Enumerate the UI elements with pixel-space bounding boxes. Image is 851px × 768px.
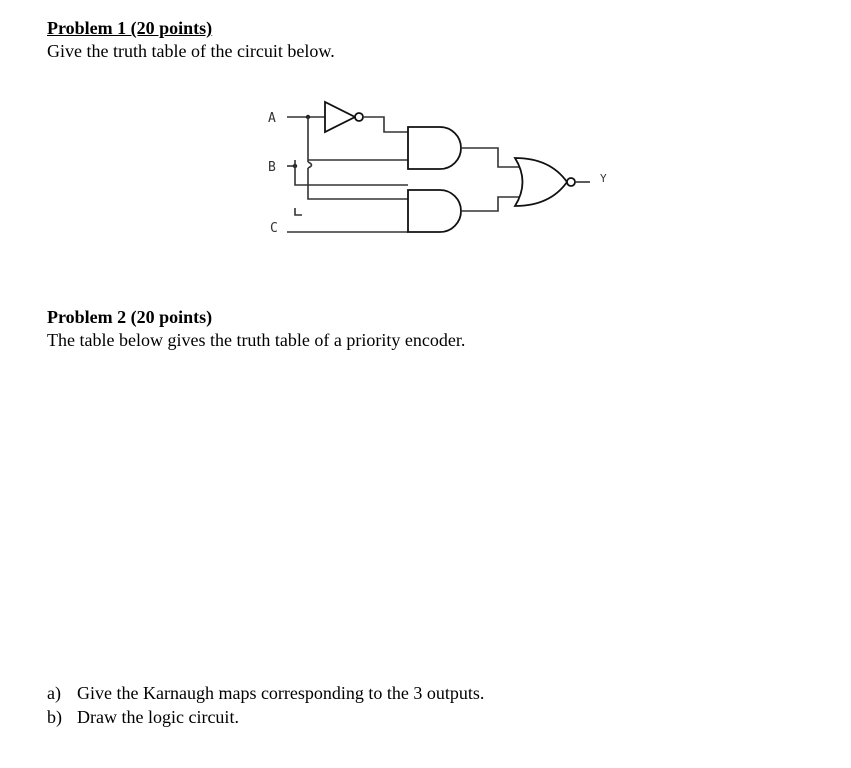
output-label-y: Y <box>600 172 607 185</box>
question-list <box>47 681 484 729</box>
input-label-b: B <box>268 160 276 175</box>
problem2-description: The table below gives the truth table of a priority encoder. <box>47 330 466 350</box>
input-label-a: A <box>268 111 276 126</box>
question-text: Draw the logic circuit. <box>77 707 239 727</box>
question-marker: a) <box>47 683 61 703</box>
not-gate <box>325 102 355 132</box>
wire-a-to-and2 <box>308 168 408 199</box>
and-gate-1 <box>408 127 461 169</box>
wire-a-hop <box>308 162 312 168</box>
wire-and1-out <box>461 148 522 167</box>
wire-b-stub <box>295 208 302 215</box>
nor-gate <box>515 158 567 206</box>
wire-not-out <box>363 117 408 132</box>
logic-circuit-diagram <box>260 95 620 245</box>
nor-gate-bubble <box>567 178 575 186</box>
question-item-a <box>47 681 484 705</box>
question-item-b <box>47 705 484 729</box>
not-gate-bubble <box>355 113 363 121</box>
wire-b-to-and1 <box>295 166 408 185</box>
input-label-c: C <box>270 221 278 236</box>
problem1-title: Problem 1 (20 points) <box>47 18 213 38</box>
question-marker: b) <box>47 707 62 727</box>
and-gate-2 <box>408 190 461 232</box>
wire-and2-out <box>461 197 522 211</box>
problem1-instruction: Give the truth table of the circuit below. <box>47 41 335 61</box>
question-text: Give the Karnaugh maps corresponding to the 3 outputs. <box>77 683 485 703</box>
problem2-title: Problem 2 (20 points) <box>47 307 213 327</box>
